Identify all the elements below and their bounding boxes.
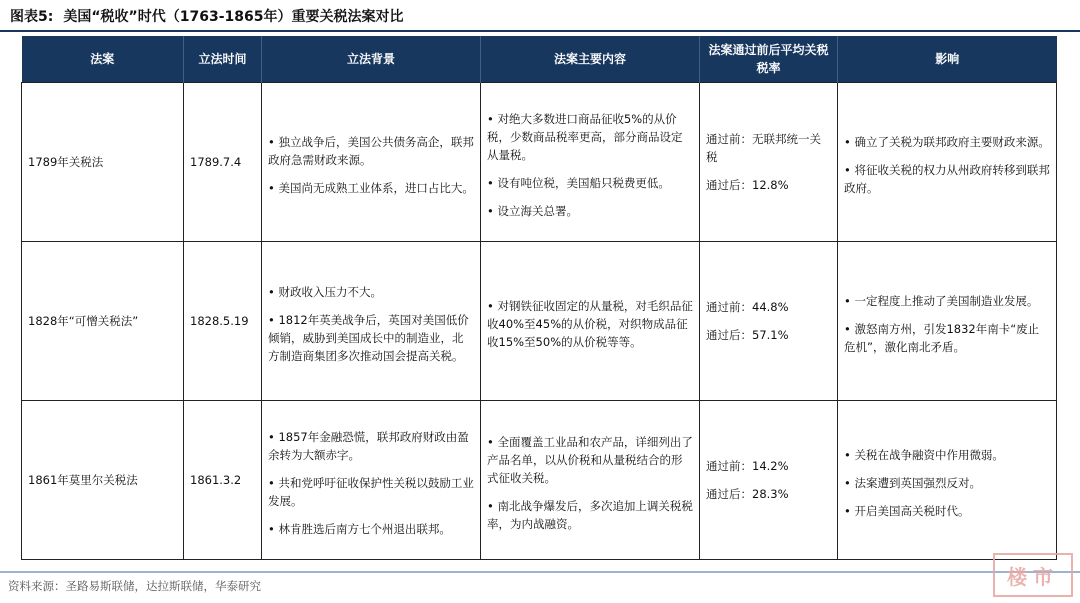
- impact-item: • 激怒南方州，引发1832年南卡“废止危机”，激化南北矛盾。: [844, 322, 1040, 354]
- table-row: [22, 83, 1057, 242]
- footer-divider: [0, 571, 1080, 573]
- bill-name: 1828年“可憎关税法”: [22, 242, 184, 401]
- background-item: • 1812年英美战争后，英国对美国低价倾销，威胁到美国成长中的制造业，北方制造商集团多次推动国会提高关税。: [268, 313, 469, 363]
- impact-cell: [838, 242, 1057, 401]
- content-item: • 设有吨位税，美国船只税费更低。: [487, 176, 670, 190]
- impact-item: • 确立了关税为联邦政府主要财政来源。: [844, 135, 1050, 149]
- rate-before: 通过前：44.8%: [706, 300, 789, 314]
- bill-date: 1789.7.4: [184, 83, 262, 242]
- impact-item: • 法案遭到英国强烈反对。: [844, 476, 981, 490]
- background-item: • 林肯胜选后南方七个州退出联邦。: [268, 522, 451, 536]
- figure-title-text: 美国“税收”时代（1763-1865年）重要关税法案对比: [63, 9, 404, 25]
- background-item: • 共和党呼吁征收保护性关税以鼓励工业发展。: [268, 476, 474, 508]
- content-cell: [481, 401, 700, 560]
- title-divider: [0, 30, 1080, 32]
- rates-cell: [700, 242, 838, 401]
- header-date: 立法时间: [184, 36, 262, 83]
- background-item: • 美国尚无成熟工业体系，进口占比大。: [268, 181, 474, 195]
- content-item: • 设立海关总署。: [487, 204, 578, 218]
- bill-name: 1789年关税法: [22, 83, 184, 242]
- background-item: • 1857年金融恐慌，联邦政府财政由盈余转为大额赤字。: [268, 430, 469, 462]
- impact-cell: [838, 83, 1057, 242]
- header-bill: 法案: [22, 36, 184, 83]
- figure-title: [10, 6, 1070, 28]
- impact-item: • 关税在战争融资中作用微弱。: [844, 448, 1004, 462]
- rate-after: 通过后：57.1%: [706, 328, 789, 342]
- background-cell: [262, 401, 481, 560]
- rate-before: 通过前：14.2%: [706, 459, 789, 473]
- content-item: • 对钢铁征收固定的从量税，对毛织品征收40%至45%的从价税，对织物成品征收15%至50%的从价税等等。: [487, 299, 693, 349]
- content-item: • 对绝大多数进口商品征收5%的从价税，少数商品税率更高，部分商品设定从量税。: [487, 112, 683, 162]
- figure-label: 图表5:: [10, 9, 54, 25]
- rates-cell: [700, 83, 838, 242]
- rate-before: 通过前：无联邦统一关税: [706, 132, 821, 164]
- rates-cell: [700, 401, 838, 560]
- impact-item: • 将征收关税的权力从州政府转移到联邦政府。: [844, 163, 1050, 195]
- impact-cell: [838, 401, 1057, 560]
- bill-date: 1828.5.19: [184, 242, 262, 401]
- background-cell: [262, 83, 481, 242]
- impact-item: • 开启美国高关税时代。: [844, 504, 970, 518]
- table-header-row: [22, 36, 1057, 83]
- content-cell: [481, 242, 700, 401]
- background-item: • 财政收入压力不大。: [268, 285, 382, 299]
- header-rates: 法案通过前后平均关税税率: [700, 36, 838, 83]
- source-note: 资料来源：圣路易斯联储，达拉斯联储，华泰研究: [8, 579, 261, 593]
- content-cell: [481, 83, 700, 242]
- table-row: [22, 242, 1057, 401]
- tariff-comparison-table: [21, 36, 1057, 560]
- header-background: 立法背景: [262, 36, 481, 83]
- watermark-stamp: 楼市: [993, 553, 1073, 597]
- bill-name: 1861年莫里尔关税法: [22, 401, 184, 560]
- rate-after: 通过后：28.3%: [706, 487, 789, 501]
- rate-after: 通过后：12.8%: [706, 178, 789, 192]
- table-row: [22, 401, 1057, 560]
- content-item: • 全面覆盖工业品和农产品，详细列出了产品名单，以从价税和从量税结合的形式征收关税。: [487, 435, 693, 485]
- background-cell: [262, 242, 481, 401]
- impact-item: • 一定程度上推动了美国制造业发展。: [844, 294, 1039, 308]
- bill-date: 1861.3.2: [184, 401, 262, 560]
- header-impact: 影响: [838, 36, 1057, 83]
- background-item: • 独立战争后，美国公共债务高企，联邦政府急需财政来源。: [268, 135, 474, 167]
- content-item: • 南北战争爆发后，多次追加上调关税税率，为内战融资。: [487, 499, 693, 531]
- header-content: 法案主要内容: [481, 36, 700, 83]
